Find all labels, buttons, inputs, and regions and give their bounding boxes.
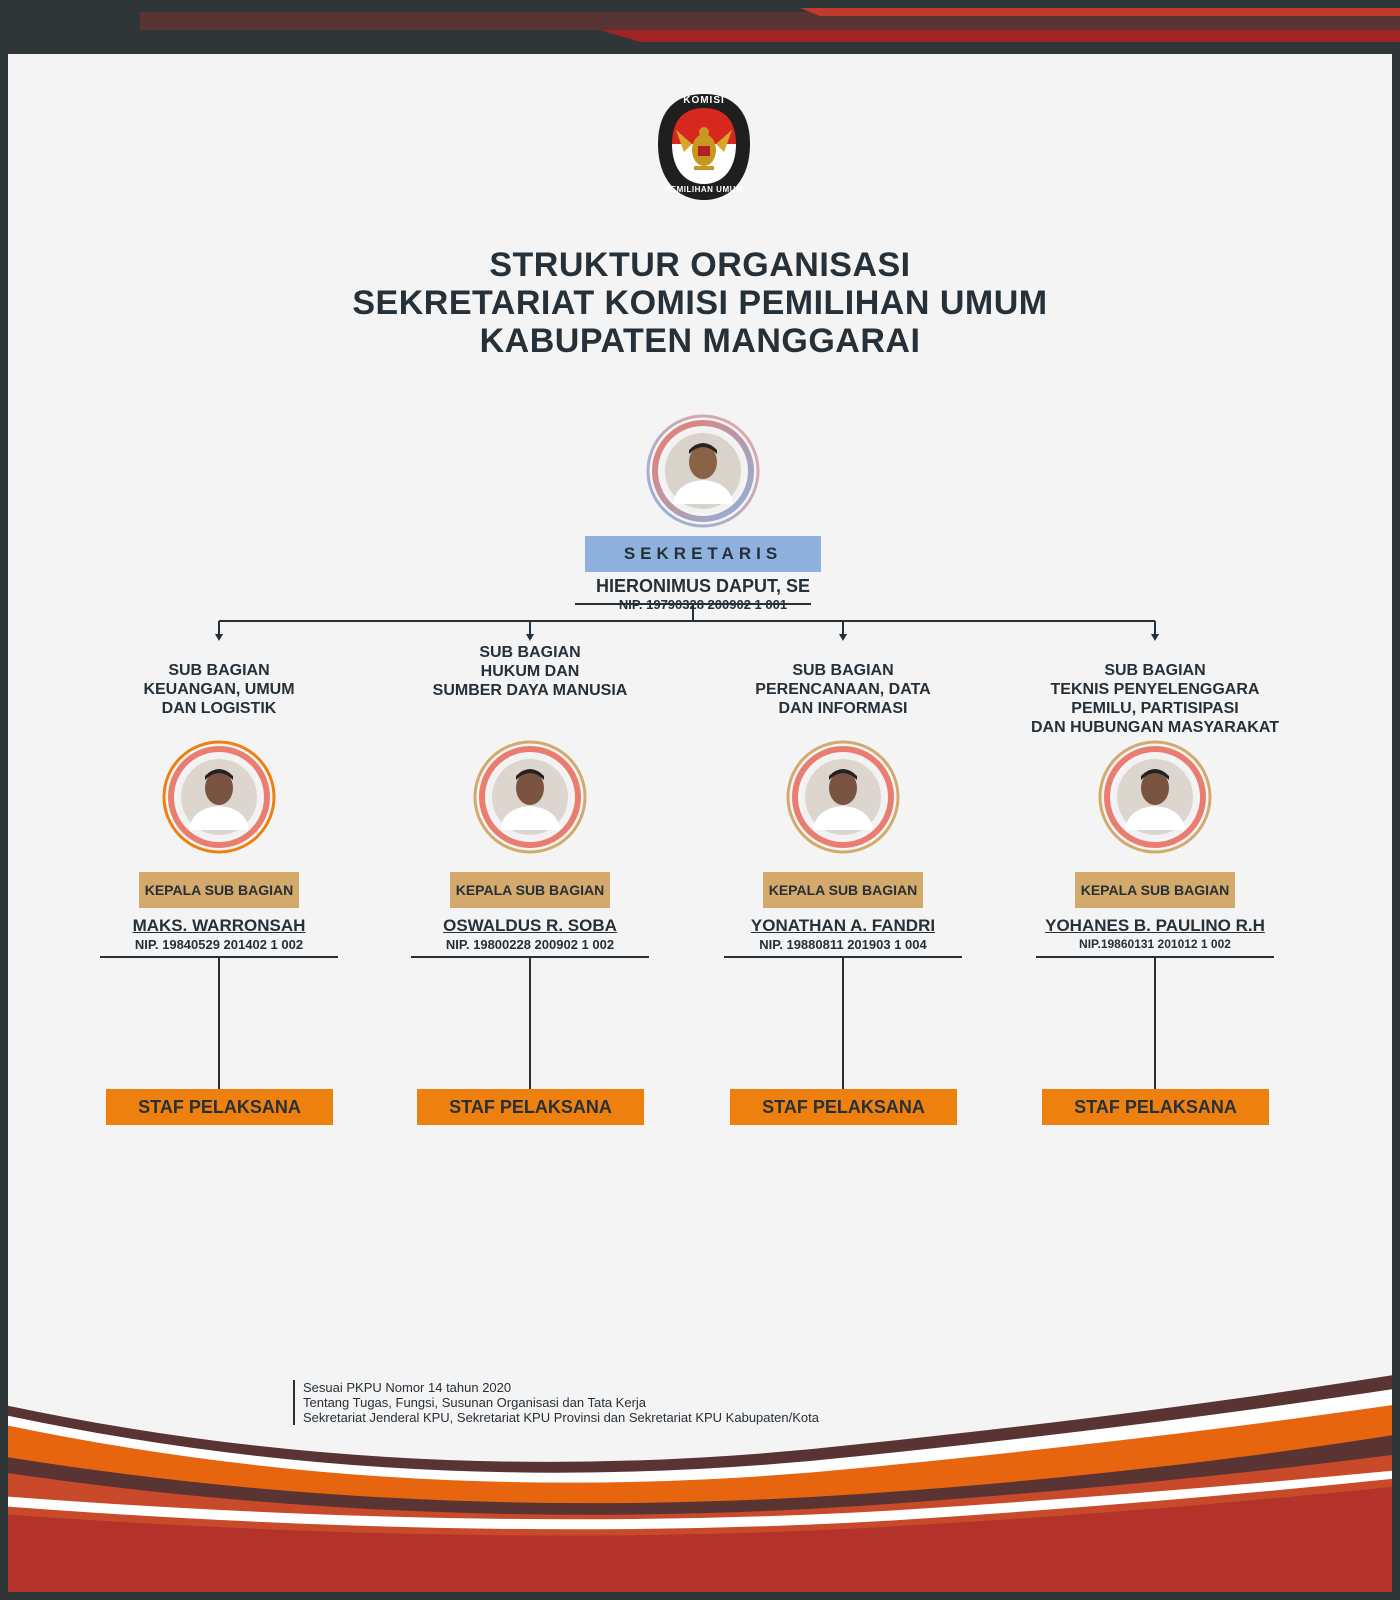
org-chart-page	[8, 54, 1392, 1592]
head-photo	[786, 740, 900, 854]
page-title-line1: STRUKTUR ORGANISASI	[489, 246, 911, 284]
department-name-line: SUB BAGIAN	[168, 662, 270, 679]
staff-box: STAF PELAKSANA	[106, 1089, 333, 1125]
top-decorative-band	[0, 0, 1400, 54]
head-nip: NIP. 19880811 201903 1 004	[759, 937, 927, 952]
department-name-line: PERENCANAAN, DATA	[755, 681, 931, 698]
staff-box: STAF PELAKSANA	[417, 1089, 644, 1125]
branch-arrow-1	[215, 634, 223, 641]
branch-arrow-2	[526, 634, 534, 641]
department-name-line: SUB BAGIAN	[1104, 662, 1206, 679]
department-name-line: SUMBER DAYA MANUSIA	[432, 682, 628, 699]
department-name-line: HUKUM DAN	[480, 663, 580, 680]
footnote-line1: Sesuai PKPU Nomor 14 tahun 2020	[303, 1380, 512, 1395]
head-role-box: KEPALA SUB BAGIAN	[1075, 872, 1235, 908]
footnote-line2: Tentang Tugas, Fungsi, Susunan Organisasi dan Tata Kerja	[303, 1395, 647, 1410]
head-name: OSWALDUS R. SOBA	[443, 916, 617, 935]
department-name-line: TEKNIS PENYELENGGARA	[1050, 681, 1260, 698]
head-role-box: KEPALA SUB BAGIAN	[763, 872, 923, 908]
branch-arrow-3	[839, 634, 847, 641]
logo-text-bottom: PEMILIHAN UMUM	[664, 185, 744, 194]
staff-box: STAF PELAKSANA	[1042, 1089, 1269, 1125]
secretary-role-box: SEKRETARIS	[585, 536, 821, 572]
department-name-line: PEMILU, PARTISIPASI	[1071, 700, 1239, 717]
head-photo	[162, 740, 276, 854]
head-nip: NIP. 19840529 201402 1 002	[134, 937, 304, 952]
department-name	[693, 661, 993, 718]
department-name-line: SUB BAGIAN	[479, 644, 581, 661]
head-nip: NIP.19860131 201012 1 002	[1079, 937, 1231, 951]
page-title-line3: KABUPATEN MANGGARAI	[479, 322, 921, 360]
footnote-line3: Sekretariat Jenderal KPU, Sekretariat KPU Provinsi dan Sekretariat KPU Kabupaten/Kota	[303, 1410, 819, 1425]
head-photo	[473, 740, 587, 854]
head-role-box: KEPALA SUB BAGIAN	[450, 872, 610, 908]
department-name-line: KEUANGAN, UMUM	[143, 681, 295, 698]
department-name	[69, 661, 369, 718]
department-name-line: DAN INFORMASI	[778, 700, 908, 717]
logo-text-top: KOMISI	[683, 95, 725, 106]
head-name: MAKS. WARRONSAH	[132, 916, 306, 935]
department-name-line: DAN HUBUNGAN MASYARAKAT	[1031, 719, 1279, 736]
secretary-nip: NIP. 19790328 200902 1 001	[618, 597, 788, 612]
department-name-line: SUB BAGIAN	[792, 662, 894, 679]
head-photo	[1098, 740, 1212, 854]
head-name: YOHANES B. PAULINO R.H	[1045, 916, 1265, 935]
staff-box: STAF PELAKSANA	[730, 1089, 957, 1125]
department-name-line: DAN LOGISTIK	[161, 700, 277, 717]
bottom-wave-decoration	[8, 1374, 1392, 1592]
secretary-name: HIERONIMUS DAPUT, SE	[595, 576, 811, 596]
head-nip: NIP. 19800228 200902 1 002	[445, 937, 615, 952]
page-title-line2: SEKRETARIAT KOMISI PEMILIHAN UMUM	[352, 284, 1048, 322]
department-name	[1005, 661, 1305, 737]
head-role-box: KEPALA SUB BAGIAN	[139, 872, 299, 908]
head-name: YONATHAN A. FANDRI	[750, 916, 936, 935]
branch-arrow-4	[1151, 634, 1159, 641]
department-name	[380, 643, 680, 700]
